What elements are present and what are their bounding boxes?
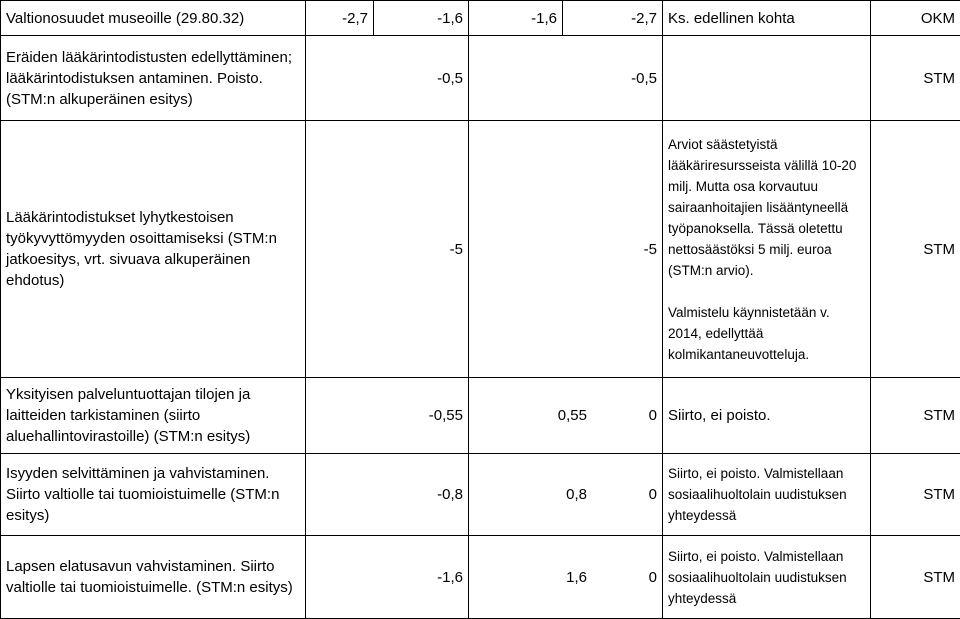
value-text: 0,55 — [558, 407, 587, 424]
row-description: Lapsen elatusavun vahvistaminen. Siirto valtiolle tai tuomioistuimelle. (STM:n esitys) — [1, 536, 306, 619]
note-paragraph: Arviot säästetyistä lääkäriresursseista välillä 10-20 milj. Mutta osa korvautuu sairaanhoitajien lisääntyneellä työpanoksella. Tässä oletettu nettosäästöksi 5 milj. euroa (STM:n arvio). — [668, 134, 865, 281]
row-note — [663, 121, 871, 378]
ministry-cell: STM — [871, 536, 960, 619]
value-text: 0 — [587, 484, 657, 505]
value-text: 0 — [587, 405, 657, 426]
row-note: Siirto, ei poisto. — [663, 378, 871, 454]
value-cell: -5 — [306, 121, 469, 378]
table-row — [1, 121, 960, 378]
ministry-cell: STM — [871, 378, 960, 454]
table-row — [1, 36, 960, 121]
value-cell: -0,5 — [469, 36, 663, 121]
row-note: Siirto, ei poisto. Valmistellaan sosiaalihuoltolain uudistuksen yhteydessä — [663, 454, 871, 536]
value-cell — [469, 454, 663, 536]
value-cell — [469, 536, 663, 619]
ministry-cell: STM — [871, 36, 960, 121]
table-row — [1, 378, 960, 454]
value-cell — [469, 378, 663, 454]
value-text: 0 — [587, 567, 657, 588]
value-cell: -0,5 — [306, 36, 469, 121]
table-row — [1, 1, 960, 36]
value-cell: -5 — [469, 121, 663, 378]
ministry-cell: STM — [871, 454, 960, 536]
value-cell: -2,7 — [306, 1, 374, 36]
note-paragraph: Valmistelu käynnistetään v. 2014, edellyttää kolmikantaneuvotteluja. — [668, 302, 865, 365]
row-note: Ks. edellinen kohta — [663, 1, 871, 36]
row-note — [663, 36, 871, 121]
table-row — [1, 536, 960, 619]
value-text: 0,8 — [566, 486, 587, 503]
row-description: Lääkärintodistukset lyhytkestoisen työkyvyttömyyden osoittamiseksi (STM:n jatkoesitys, vrt. sivuava alkuperäinen ehdotus) — [1, 121, 306, 378]
table-row — [1, 454, 960, 536]
value-cell: -1,6 — [374, 1, 469, 36]
row-description: Valtionosuudet museoille (29.80.32) — [1, 1, 306, 36]
row-description: Isyyden selvittäminen ja vahvistaminen. Siirto valtiolle tai tuomioistuimelle (STM:n esitys) — [1, 454, 306, 536]
value-cell: -0,55 — [306, 378, 469, 454]
ministry-cell: STM — [871, 121, 960, 378]
ministry-cell: OKM — [871, 1, 960, 36]
value-cell: -2,7 — [563, 1, 663, 36]
value-cell: -1,6 — [469, 1, 563, 36]
row-note: Siirto, ei poisto. Valmistellaan sosiaalihuoltolain uudistuksen yhteydessä — [663, 536, 871, 619]
value-text: 1,6 — [566, 569, 587, 586]
value-cell: -1,6 — [306, 536, 469, 619]
row-description: Yksityisen palveluntuottajan tilojen ja laitteiden tarkistaminen (siirto aluehallintovirastoille) (STM:n esitys) — [1, 378, 306, 454]
value-cell: -0,8 — [306, 454, 469, 536]
row-description: Eräiden lääkärintodistusten edellyttäminen; lääkärintodistuksen antaminen. Poisto. (STM:n alkuperäinen esitys) — [1, 36, 306, 121]
